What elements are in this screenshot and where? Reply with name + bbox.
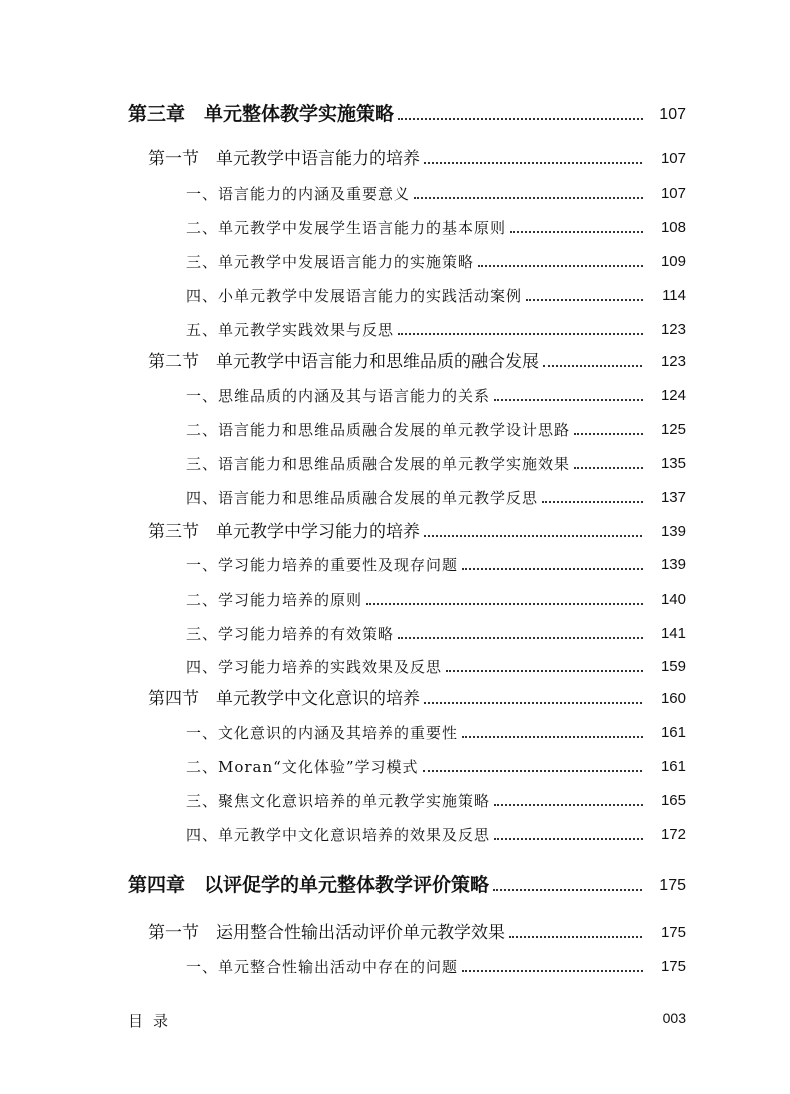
toc-item-entry[interactable] [0, 284, 790, 308]
toc-entry-title: 三、语言能力和思维品质融合发展的单元教学实施效果 [186, 452, 572, 476]
toc-entry-title: 二、单元教学中发展学生语言能力的基本原则 [186, 216, 508, 240]
toc-item-entry[interactable] [0, 216, 790, 240]
toc-entry-title: 三、聚焦文化意识培养的单元教学实施策略 [186, 789, 492, 813]
toc-entry-title: 二、学习能力培养的原则 [186, 588, 364, 612]
toc-item-entry[interactable] [0, 588, 790, 612]
toc-entry-title: 第一节 运用整合性输出活动评价单元教学效果 [148, 921, 507, 945]
toc-entry-page-number: 139 [643, 553, 686, 577]
toc-section-entry[interactable] [0, 687, 790, 711]
toc-entry-page-number: 135 [643, 452, 686, 476]
toc-item-entry[interactable] [0, 721, 790, 745]
toc-item-entry[interactable] [0, 955, 790, 979]
toc-entry-page-number: 107 [643, 103, 686, 127]
toc-item-entry[interactable] [0, 452, 790, 476]
toc-entry-title: 一、单元整合性输出活动中存在的问题 [186, 955, 460, 979]
toc-entry-page-number: 137 [643, 486, 686, 510]
toc-item-entry[interactable] [0, 553, 790, 577]
toc-item-entry[interactable] [0, 418, 790, 442]
toc-entry-page-number: 141 [643, 622, 686, 646]
toc-entry-page-number: 114 [643, 284, 686, 308]
toc-entry-page-number: 107 [643, 182, 686, 206]
toc-entry-title: 二、语言能力和思维品质融合发展的单元教学设计思路 [186, 418, 572, 442]
toc-entry-title: 二、Moran“文化体验”学习模式 [186, 755, 421, 779]
toc-entry-page-number: 139 [643, 520, 686, 544]
toc-entry-page-number: 172 [643, 823, 686, 847]
toc-entry-title: 五、单元教学实践效果与反思 [186, 318, 396, 342]
dot-leader [366, 603, 686, 605]
toc-chapter-entry[interactable] [0, 103, 790, 127]
toc-section-entry[interactable] [0, 147, 790, 171]
toc-entry-title: 第四节 单元教学中文化意识的培养 [148, 687, 422, 711]
toc-entry-page-number: 107 [643, 147, 686, 171]
toc-section-entry[interactable] [0, 350, 790, 374]
toc-entry-title: 第一节 单元教学中语言能力的培养 [148, 147, 422, 171]
toc-item-entry[interactable] [0, 384, 790, 408]
toc-entry-page-number: 123 [643, 350, 686, 374]
toc-entry-page-number: 160 [643, 687, 686, 711]
toc-entry-page-number: 161 [643, 755, 686, 779]
toc-entry-title: 第三章 单元整体教学实施策略 [128, 104, 395, 125]
toc-item-entry[interactable] [0, 622, 790, 646]
footer-page-number: 003 [662, 1010, 686, 1026]
footer-section-label: 目录 [128, 1013, 179, 1030]
toc-entry-page-number: 165 [643, 789, 686, 813]
toc-item-entry[interactable] [0, 318, 790, 342]
toc-entry-page-number: 109 [643, 250, 686, 274]
toc-entry-title: 四、语言能力和思维品质融合发展的单元教学反思 [186, 486, 540, 510]
toc-entry-page-number: 159 [643, 655, 686, 679]
toc-entry-page-number: 123 [643, 318, 686, 342]
toc-chapter-entry[interactable] [0, 874, 790, 898]
toc-entry-title: 三、单元教学中发展语言能力的实施策略 [186, 250, 476, 274]
toc-entry-page-number: 124 [643, 384, 686, 408]
toc-item-entry[interactable] [0, 823, 790, 847]
toc-entry-page-number: 161 [643, 721, 686, 745]
toc-section-entry[interactable] [0, 520, 790, 544]
toc-item-entry[interactable] [0, 789, 790, 813]
toc-entry-page-number: 140 [643, 588, 686, 612]
toc-item-entry[interactable] [0, 755, 790, 779]
toc-entry-page-number: 175 [643, 921, 686, 945]
toc-entry-title: 四、学习能力培养的实践效果及反思 [186, 655, 444, 679]
toc-entry-title: 第四章 以评促学的单元整体教学评价策略 [128, 875, 490, 896]
toc-entry-title: 第二节 单元教学中语言能力和思维品质的融合发展 [148, 350, 541, 374]
toc-entry-page-number: 108 [643, 216, 686, 240]
toc-item-entry[interactable] [0, 486, 790, 510]
toc-entry-title: 一、学习能力培养的重要性及现存问题 [186, 553, 460, 577]
toc-entry-title: 一、思维品质的内涵及其与语言能力的关系 [186, 384, 492, 408]
toc-item-entry[interactable] [0, 182, 790, 206]
toc-entry-title: 一、文化意识的内涵及其培养的重要性 [186, 721, 460, 745]
toc-entry-page-number: 125 [643, 418, 686, 442]
toc-entry-page-number: 175 [643, 955, 686, 979]
toc-entry-title: 三、学习能力培养的有效策略 [186, 622, 396, 646]
toc-entry-title: 第三节 单元教学中学习能力的培养 [148, 520, 422, 544]
toc-item-entry[interactable] [0, 655, 790, 679]
toc-entry-title: 四、小单元教学中发展语言能力的实践活动案例 [186, 284, 524, 308]
toc-section-entry[interactable] [0, 921, 790, 945]
toc-item-entry[interactable] [0, 250, 790, 274]
toc-entry-page-number: 175 [643, 874, 686, 898]
toc-entry-title: 一、语言能力的内涵及重要意义 [186, 182, 412, 206]
toc-entry-title: 四、单元教学中文化意识培养的效果及反思 [186, 823, 492, 847]
